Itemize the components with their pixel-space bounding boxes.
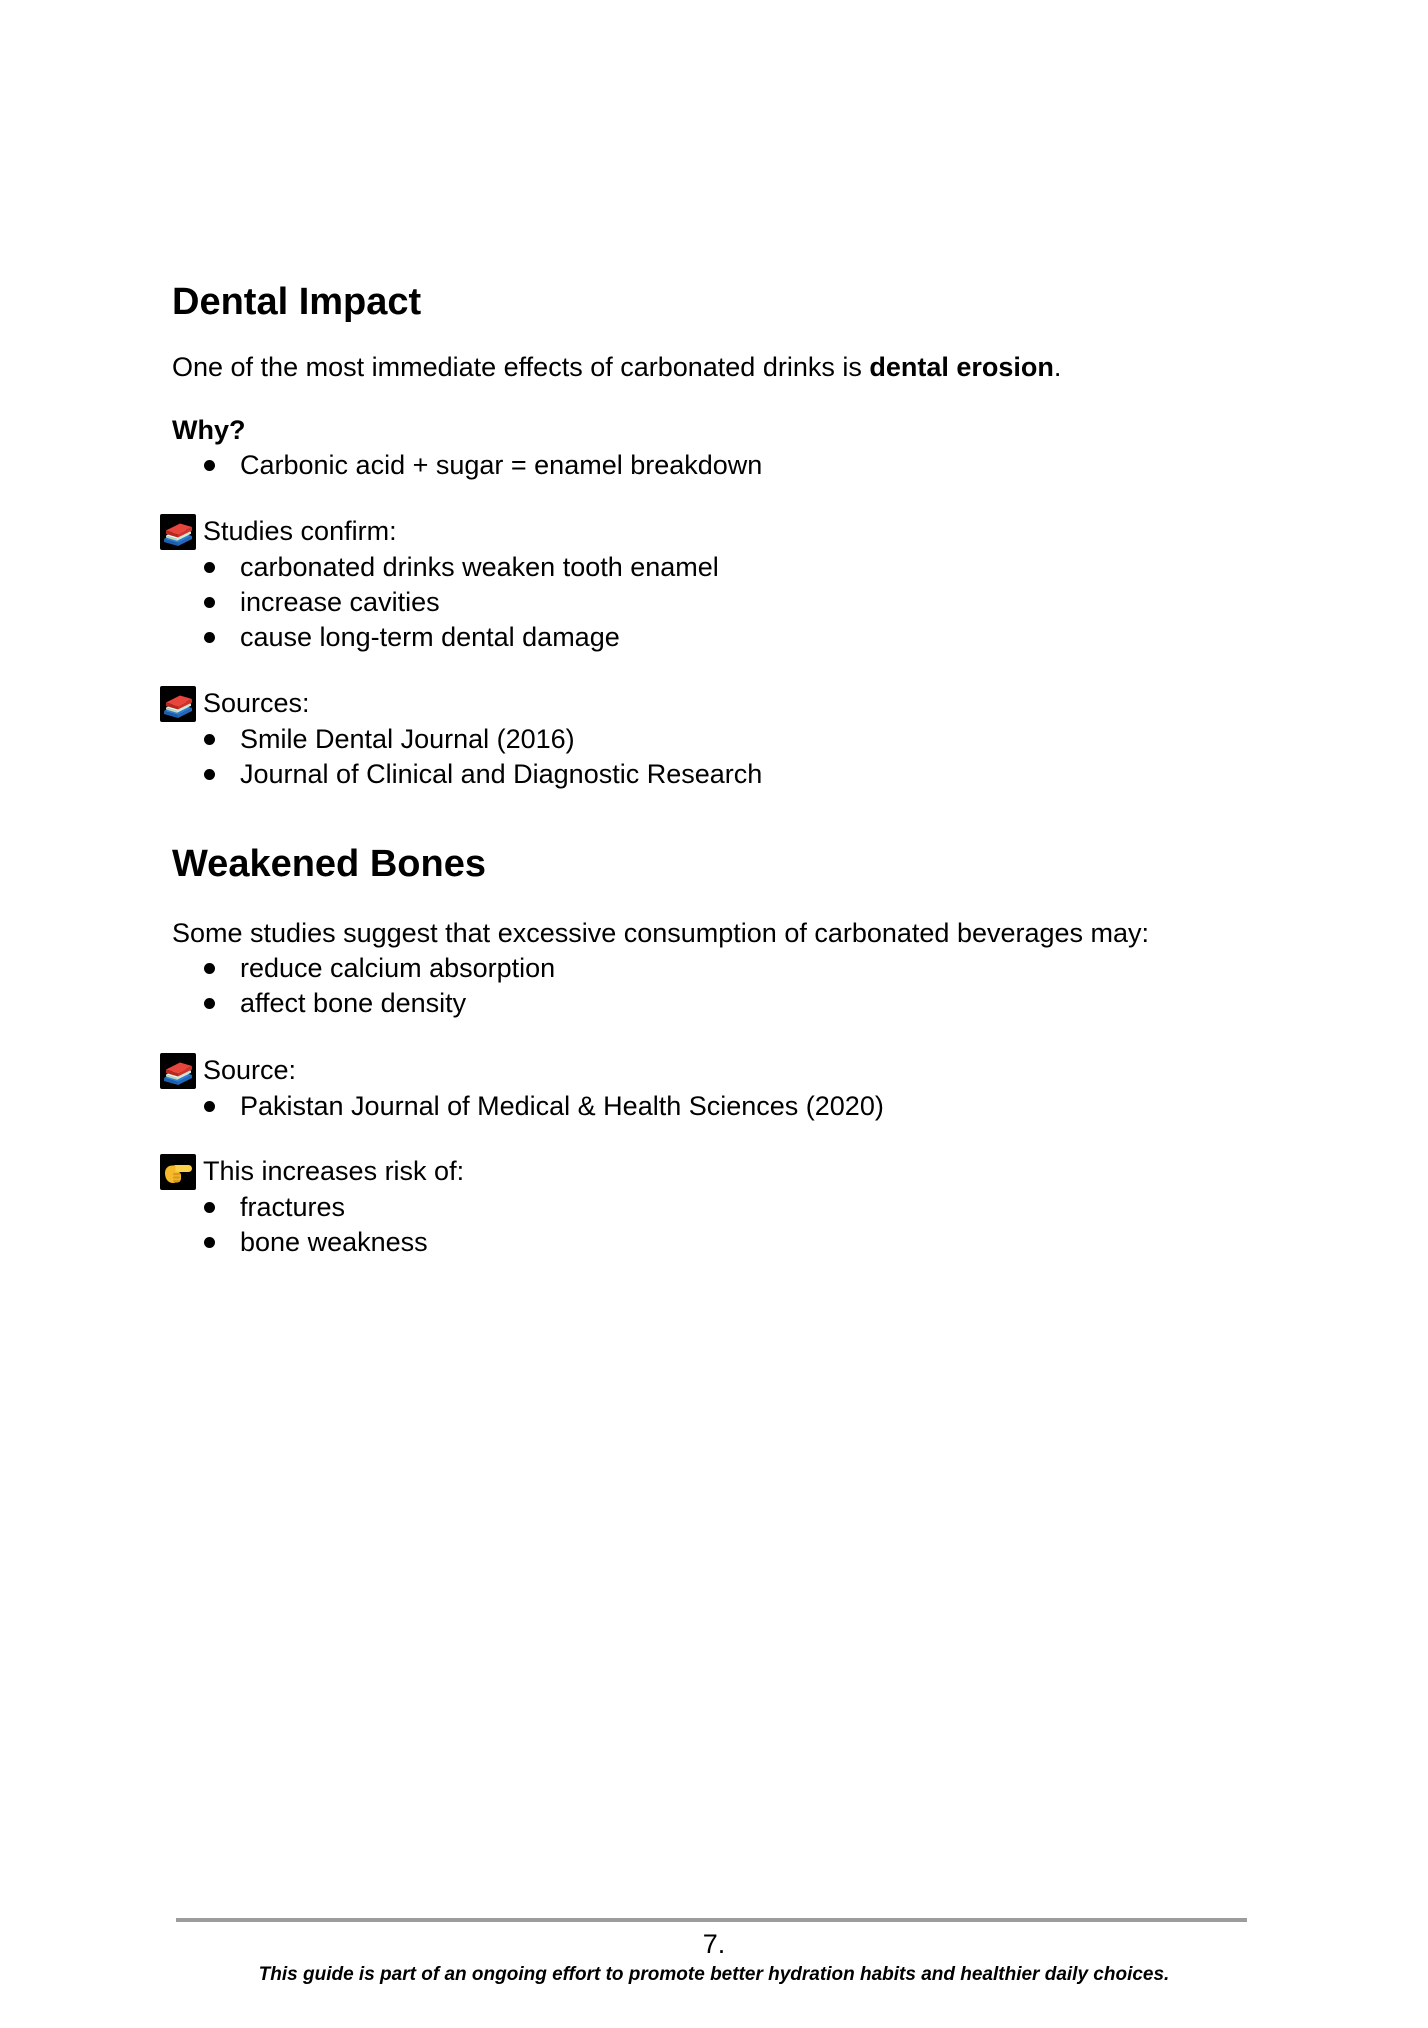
risk-list <box>172 1190 1252 1260</box>
list-item-text: reduce calcium absorption <box>240 953 556 983</box>
bone-effects-list <box>172 951 1252 1021</box>
bullet-marker <box>204 562 215 573</box>
books-emoji-icon <box>160 686 196 722</box>
dental-intro-suffix: . <box>1053 352 1062 382</box>
risk-line <box>160 1153 1252 1190</box>
list-item <box>172 1190 1252 1225</box>
dental-intro-bold: dental erosion <box>869 352 1054 382</box>
bullet-marker <box>204 1202 215 1213</box>
bone-source-list <box>172 1089 1252 1124</box>
list-item <box>172 951 1252 986</box>
list-item <box>172 550 1252 585</box>
studies-confirm-line <box>160 513 1252 550</box>
list-item <box>172 585 1252 620</box>
bullet-marker <box>204 632 215 643</box>
section-title-dental-impact: Dental Impact <box>172 281 422 323</box>
footer-note: This guide is part of an ongoing effort to promote better hydration habits and healthier daily choices. <box>258 1964 1170 1985</box>
list-item <box>172 722 1252 757</box>
list-item <box>172 1225 1252 1260</box>
list-item-text: affect bone density <box>240 988 467 1018</box>
studies-confirm-label: Studies confirm: <box>203 516 397 546</box>
list-item-text: carbonated drinks weaken tooth enamel <box>240 552 719 582</box>
bullet-marker <box>204 597 215 608</box>
bullet-marker <box>204 734 215 745</box>
bullet-marker <box>204 998 215 1009</box>
studies-list <box>172 550 1252 655</box>
page-content <box>172 0 1252 1260</box>
why-list <box>172 448 1252 483</box>
footer-divider <box>176 1918 1247 1922</box>
list-item <box>172 620 1252 655</box>
list-item <box>172 448 1252 483</box>
list-item-text: bone weakness <box>240 1227 428 1257</box>
list-item-text: Journal of Clinical and Diagnostic Research <box>240 759 763 789</box>
list-item-text: Carbonic acid + sugar = enamel breakdown <box>240 450 763 480</box>
sources-list <box>172 722 1252 792</box>
source-label: Source: <box>203 1055 297 1085</box>
list-item <box>172 986 1252 1021</box>
risk-label: This increases risk of: <box>203 1156 465 1186</box>
list-item-text: Pakistan Journal of Medical & Health Sciences (2020) <box>240 1091 884 1121</box>
page-number: 7. <box>702 1929 726 1959</box>
list-item <box>172 757 1252 792</box>
bullet-marker <box>204 1237 215 1248</box>
bullet-marker <box>204 769 215 780</box>
list-item <box>172 1089 1252 1124</box>
sources-label: Sources: <box>203 688 310 718</box>
dental-intro-prefix: One of the most immediate effects of carbonated drinks is <box>172 352 870 382</box>
list-item-text: fractures <box>240 1192 346 1222</box>
books-emoji-icon <box>160 1053 196 1089</box>
sources-line <box>160 685 1252 722</box>
books-emoji-icon <box>160 514 196 550</box>
list-item-text: Smile Dental Journal (2016) <box>240 724 575 754</box>
why-label: Why? <box>172 415 246 445</box>
list-item-text: increase cavities <box>240 587 440 617</box>
bullet-marker <box>204 460 215 471</box>
bones-intro-paragraph: Some studies suggest that excessive consumption of carbonated beverages may: <box>172 918 1150 948</box>
list-item-text: cause long-term dental damage <box>240 622 620 652</box>
bullet-marker <box>204 963 215 974</box>
source-line <box>160 1052 1252 1089</box>
bullet-marker <box>204 1101 215 1112</box>
dental-intro-paragraph <box>172 350 1252 385</box>
pointing-right-emoji-icon <box>160 1154 196 1190</box>
section-title-weakened-bones: Weakened Bones <box>172 843 486 885</box>
